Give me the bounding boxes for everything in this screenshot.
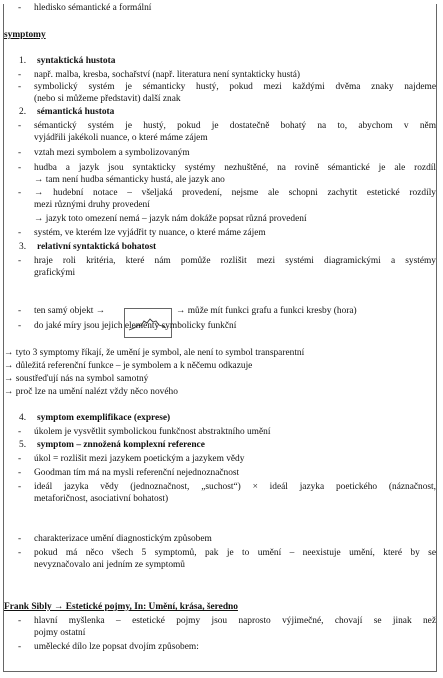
bullet-dash: - bbox=[18, 121, 22, 131]
item-number: 5. bbox=[19, 440, 27, 450]
bullet-dash: - bbox=[18, 468, 22, 478]
subheading bbox=[37, 107, 114, 119]
list-item: symbolický systém je sémanticky hustý, pokud mezi každými dvěma znaky najdeme bbox=[34, 82, 436, 92]
list-item-continuation: nevyznačovalo ani jedním ze symptomů bbox=[34, 560, 185, 570]
bullet-dash: - bbox=[18, 3, 22, 13]
bullet-dash: - bbox=[18, 427, 22, 437]
subheading bbox=[37, 440, 205, 452]
bullet-dash: - bbox=[18, 548, 22, 558]
list-item: Goodman tím má na mysli referenční nejednoznačnost bbox=[34, 468, 240, 478]
list-item: pokud má něco všech 5 symptomů, pak je to umění – neexistuje umění, které by se bbox=[34, 548, 436, 558]
bullet-dash: - bbox=[18, 534, 22, 544]
list-item: vztah mezi symbolem a symbolizovaným bbox=[34, 148, 190, 158]
section-heading-text: symptomy bbox=[4, 30, 46, 40]
list-item: úkolem je vysvětlit symbolickou funkčnost abstraktního umění bbox=[34, 427, 271, 437]
bullet-dash: - bbox=[18, 228, 22, 238]
list-item-continuation: → může mít funkci grafu a funkci kresby (hora) bbox=[176, 306, 357, 316]
list-item-continuation: (nebo si můžeme představit) další znak bbox=[34, 94, 181, 104]
list-item-continuation: → jazyk toto omezení nemá – jazyk nám dokáže popsat různá provedení bbox=[34, 214, 307, 224]
section-heading bbox=[4, 602, 238, 614]
bullet-dash: - bbox=[18, 82, 22, 92]
bullet-dash: - bbox=[18, 642, 22, 652]
list-item: hraje roli kritéria, které nám pomůže rozlišit mezi systémi diagramickými a systémy bbox=[34, 256, 436, 266]
bullet-dash: - bbox=[18, 148, 22, 158]
subheading-text: syntaktická hustota bbox=[37, 56, 116, 66]
bullet-dash: - bbox=[18, 306, 22, 316]
list-item: charakterizace umění diagnostickým způsobem bbox=[34, 534, 212, 544]
arrow-note: → soustřeďují nás na symbol samotný bbox=[4, 374, 149, 384]
arrow-note: → důležitá referenční funkce – je symbolem a k něčemu odkazuje bbox=[4, 361, 253, 371]
bullet-dash: - bbox=[18, 616, 22, 626]
list-item-continuation: grafickými bbox=[34, 268, 76, 278]
subheading-text: sémantická hustota bbox=[37, 107, 115, 117]
subheading-text: symptom – znnožená komplexní reference bbox=[37, 440, 205, 450]
arrow-note: → tyto 3 symptomy říkají, že umění je symbol, ale není to symbol transparentní bbox=[4, 348, 305, 358]
item-number: 3. bbox=[19, 242, 27, 252]
list-item: úkol = rozlišit mezi jazykem poetickým a jazykem vědy bbox=[34, 454, 245, 464]
list-item-continuation: pojmy ostatní bbox=[34, 628, 86, 638]
list-item-continuation: → tam není hudba sémanticky hustá, ale jazyk ano bbox=[34, 175, 225, 185]
list-item-continuation: vyjádřili jakékoli nuance, o které máme zájem bbox=[34, 133, 208, 143]
bullet-dash: - bbox=[18, 454, 22, 464]
item-number: 2. bbox=[19, 107, 27, 117]
section-heading-text: Frank Sibly → Estetické pojmy, In: Umění, krása, šeredno bbox=[4, 602, 238, 612]
item-number: 1. bbox=[19, 56, 27, 66]
list-item: umělecké dílo lze popsat dvojím způsobem: bbox=[34, 642, 199, 652]
section-heading bbox=[4, 30, 46, 42]
list-item: hudba a jazyk jsou syntakticky systémy nezhuštěné, na rovině sémantické je ale rozdíl bbox=[34, 163, 436, 173]
bullet-dash: - bbox=[18, 482, 22, 492]
list-item: systém, ve kterém lze vyjádřit ty nuance, o které máme zájem bbox=[34, 228, 266, 238]
bullet-dash: - bbox=[18, 188, 22, 198]
list-item-continuation: metaforičnost, asociativní bohatost) bbox=[34, 494, 169, 504]
list-item: hledisko sémantické a formální bbox=[34, 3, 152, 13]
list-item: sémantický systém je hustý, pokud je dostatečně bohatý na to, abychom v něm bbox=[34, 121, 436, 131]
subheading bbox=[37, 413, 170, 425]
bullet-dash: - bbox=[18, 256, 22, 266]
subheading-text: symptom exemplifikace (exprese) bbox=[37, 413, 171, 423]
item-number: 4. bbox=[19, 413, 27, 423]
bullet-dash: - bbox=[18, 70, 22, 80]
arrow-note: → proč lze na umění nalézt vždy něco nového bbox=[4, 387, 178, 397]
bullet-dash: - bbox=[18, 163, 22, 173]
bullet-dash: - bbox=[18, 321, 22, 331]
list-item: do jaké míry jsou jejich elementy symbolicky funkční bbox=[34, 321, 237, 331]
list-item: ten samý objekt → bbox=[34, 306, 106, 316]
subheading bbox=[37, 56, 115, 68]
list-item: → hudební notace – všeljaká provedení, nejsme ale schopni zachytit estetické rozdíly bbox=[34, 188, 436, 198]
subheading bbox=[37, 242, 156, 254]
list-item: hlavní myšlenka – estetické pojmy jsou naprosto výjimečné, chovají se jinak než bbox=[34, 616, 436, 626]
subheading-text: relativní syntaktická bohatost bbox=[37, 242, 157, 252]
list-item: např. malba, kresba, sochařství (např. literatura není syntakticky hustá) bbox=[34, 70, 301, 80]
list-item: ideál jazyka vědy (jednoznačnost, „suchost“) × ideál jazyka poetického (náznačnost, bbox=[34, 482, 436, 492]
list-item-continuation: mezi různými druhy provedení bbox=[34, 200, 150, 210]
